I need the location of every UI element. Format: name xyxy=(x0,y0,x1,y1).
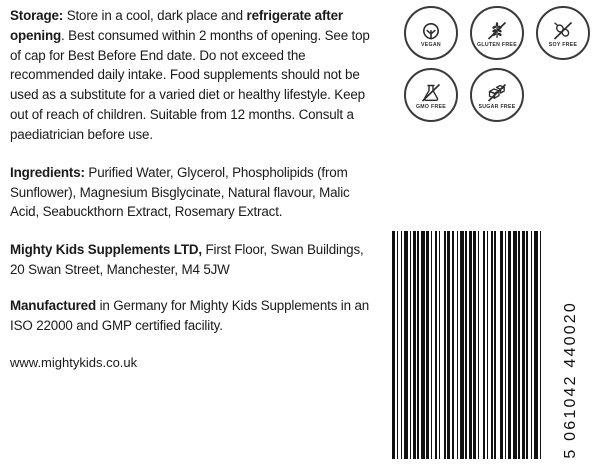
manufactured-paragraph xyxy=(10,296,378,336)
badge-label: SUGAR FREE xyxy=(478,104,516,111)
soy-bean-crossed-icon xyxy=(551,20,575,42)
badge-label: GMO FREE xyxy=(415,104,447,111)
storage-label: Storage: xyxy=(10,8,64,23)
badge-row-1 xyxy=(404,6,590,60)
company-name: Mighty Kids Supplements LTD, xyxy=(10,242,202,258)
ingredients-paragraph xyxy=(10,163,378,222)
storage-paragraph xyxy=(10,6,378,145)
badge-circle xyxy=(536,6,590,60)
storage-text-1: Store in a cool, dark place and xyxy=(63,8,247,23)
badge-circle xyxy=(404,6,458,60)
flask-crossed-icon xyxy=(419,82,443,104)
manufactured-label: Manufactured xyxy=(10,297,96,313)
website-url[interactable]: www.mightykids.co.uk xyxy=(10,354,138,370)
sugar-cubes-crossed-icon xyxy=(485,82,509,104)
badge-circle xyxy=(470,6,524,60)
badge-gluten-free xyxy=(470,6,524,60)
leaf-icon xyxy=(419,20,443,42)
badge-vegan xyxy=(404,6,458,60)
badge-row-2 xyxy=(404,68,590,122)
barcode xyxy=(392,231,590,459)
ingredients-label: Ingredients: xyxy=(10,164,85,180)
storage-emphasis: refrigerate after opening xyxy=(10,8,343,43)
manufactured-text: in Germany for Mighty Kids Supplements in an ISO 22000 and GMP certified facility. xyxy=(10,297,370,333)
barcode-number-vertical xyxy=(554,231,588,459)
badge-label: GLUTEN FREE xyxy=(477,42,517,49)
company-address: First Floor, Swan Buildings, 20 Swan Street, Manchester, M4 5JW xyxy=(10,242,364,278)
wheat-crossed-icon xyxy=(485,20,509,42)
badge-label: VEGAN xyxy=(421,42,441,49)
company-paragraph xyxy=(10,240,378,280)
storage-text-2: . Best consumed within 2 months of opening. See top of cap for Best Before End date. Do not exceed the recommended daily intake. Food supplements should not be used as a substitute for a varied diet or healthy lifestyle. Keep out of reach of children. Suitable from 12 months. Consult a paediatrician before use. xyxy=(10,27,370,142)
badge-soy-free xyxy=(536,6,590,60)
badge-circle xyxy=(404,68,458,122)
badge-circle xyxy=(470,68,524,122)
badge-label: SOY FREE xyxy=(548,42,578,49)
badge-gmo-free xyxy=(404,68,458,122)
product-label-text xyxy=(10,6,378,372)
barcode-number: 5 061042 440020 xyxy=(562,301,579,459)
ingredients-text: Purified Water, Glycerol, Phospholipids (from Sunflower), Magnesium Bisglycinate, Natural flavour, Malic Acid, Seabuckthorn Extract, Rosemary Extract. xyxy=(10,164,350,220)
badge-sugar-free xyxy=(470,68,524,122)
barcode-bars xyxy=(392,231,550,459)
certification-badges xyxy=(404,6,590,122)
